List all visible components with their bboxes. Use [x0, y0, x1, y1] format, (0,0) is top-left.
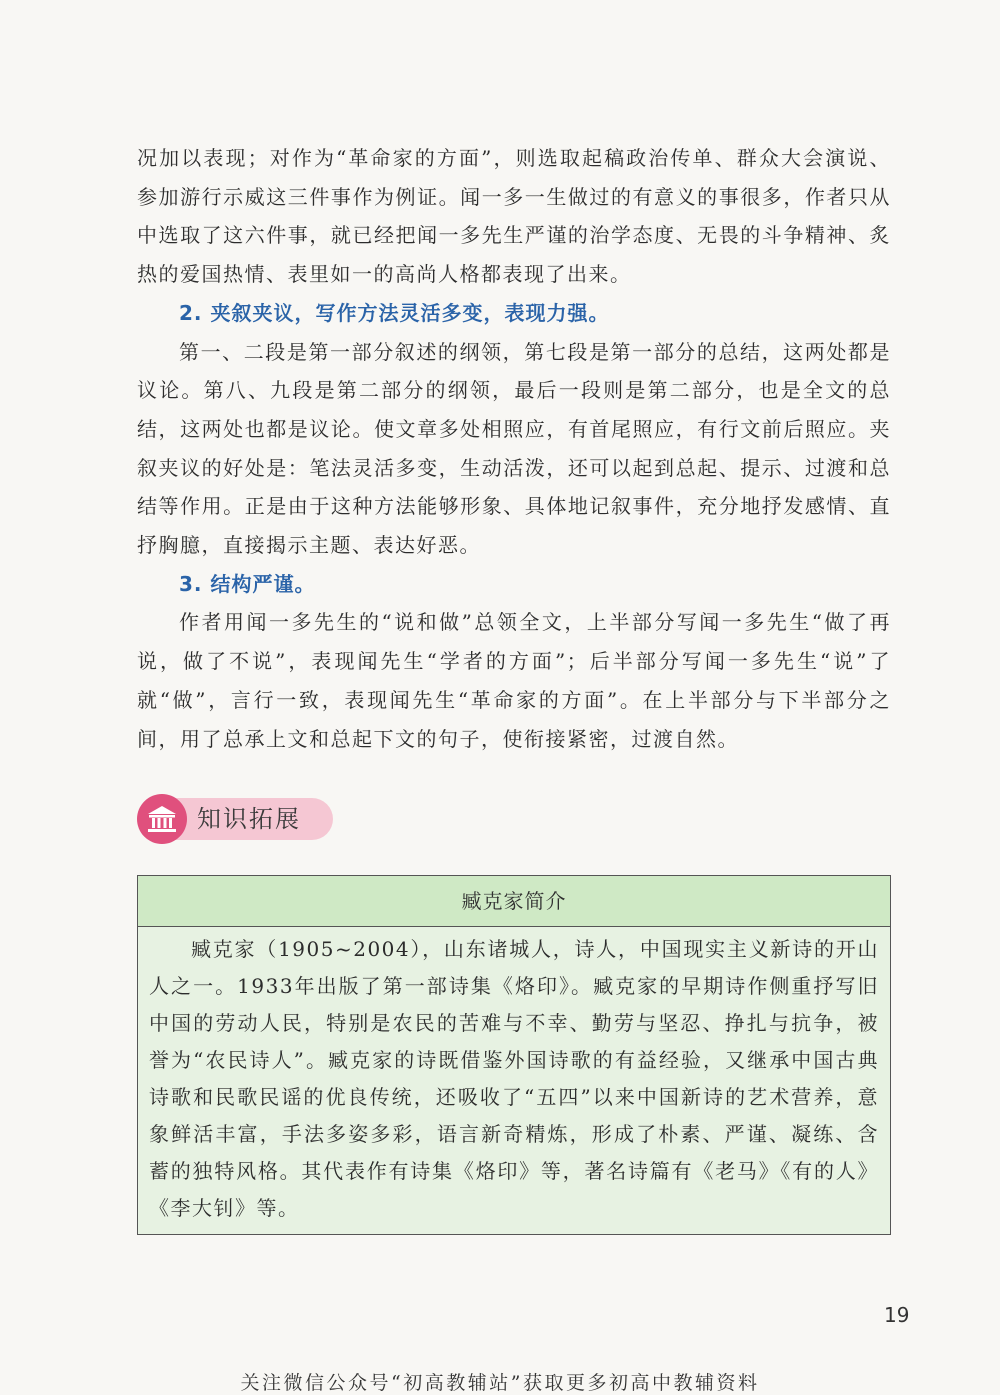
box-title: 臧克家简介: [138, 876, 890, 927]
box-body: [138, 931, 890, 1227]
paragraph-intro: 况加以表现；对作为“革命家的方面”，则选取起稿政治传单、群众大会演说、参加游行示威这三件事作为例证。闻一多一生做过的有意义的事很多，作者只从中选取了这六件事，就已经把闻一多先生严谨的治学态度、无畏的斗争精神、炙热的爱国热情、表里如一的高尚人格都表现了出来。: [137, 146, 891, 287]
main-text: [137, 139, 891, 758]
heading-point-2: 2. 夹叙夹议，写作方法灵活多变，表现力强。: [179, 300, 610, 325]
author-intro-box: [137, 875, 891, 1235]
footer-note: 关注微信公众号“初高教辅站”获取更多初高中教辅资料: [240, 1372, 760, 1394]
knowledge-extension-badge: [137, 794, 333, 844]
museum-icon: [137, 794, 187, 844]
paragraph-point-3: 作者用闻一多先生的“说和做”总领全文，上半部分写闻一多先生“做了再说，做了不说”，表现闻先生“学者的方面”；后半部分写闻一多先生“说”了就“做”，言行一致，表现闻先生“革命家的方面”。在上半部分与下半部分之间，用了总承上文和总起下文的句子，使衔接紧密，过渡自然。: [137, 610, 891, 751]
paragraph-point-2: 第一、二段是第一部分叙述的纲领，第七段是第一部分的总结，这两处都是议论。第八、九段是第二部分的纲领，最后一段则是第二部分，也是全文的总结，这两处也都是议论。使文章多处相照应，有首尾照应，有行文前后照应。夹叙夹议的好处是：笔法灵活多变，生动活泼，还可以起到总起、提示、过渡和总结等作用。正是由于这种方法能够形象、具体地记叙事件，充分地抒发感情、直抒胸臆，直接揭示主题、表达好恶。: [137, 339, 891, 558]
page-number: 19: [884, 1303, 910, 1327]
box-paragraph: 臧克家（1905~2004），山东诸城人，诗人，中国现实主义新诗的开山人之一。1933年出版了第一部诗集《烙印》。臧克家的早期诗作侧重抒写旧中国的劳动人民，特别是农民的苦难与不幸、勤劳与坚忍、挣扎与抗争，被誉为“农民诗人”。臧克家的诗既借鉴外国诗歌的有益经验，又继承中国古典诗歌和民歌民谣的优良传统，还吸收了“五四”以来中国新诗的艺术营养，意象鲜活丰富，手法多姿多彩，语言新奇精炼，形成了朴素、严谨、凝练、含蓄的独特风格。其代表作有诗集《烙印》等，著名诗篇有《老马》《有的人》《李大钊》等。: [149, 937, 879, 1220]
heading-point-3: 3. 结构严谨。: [179, 571, 316, 596]
badge-title: 知识拓展: [197, 805, 301, 833]
